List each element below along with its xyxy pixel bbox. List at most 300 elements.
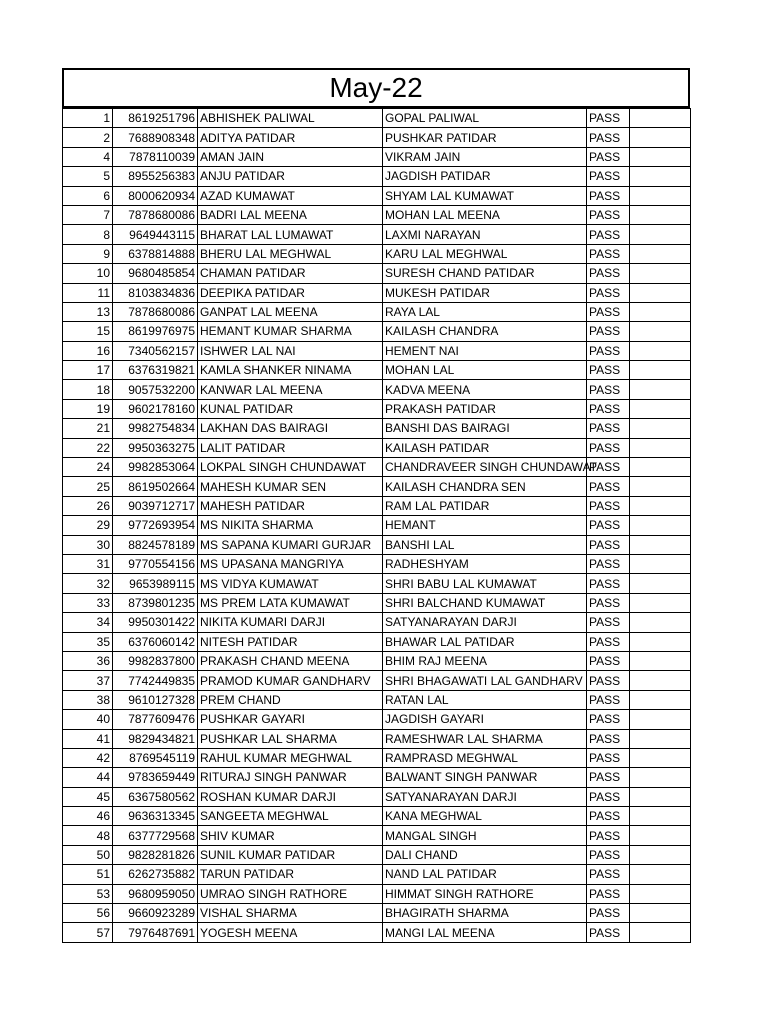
student-name-cell[interactable]: KANWAR LAL MEENA [198,380,383,399]
student-name-cell[interactable]: AZAD KUMAWAT [198,186,383,205]
serial-number-cell[interactable]: 45 [63,787,113,806]
result-cell[interactable]: PASS [587,690,630,709]
father-name-cell[interactable]: MOHAN LAL [383,361,587,380]
student-name-cell[interactable]: BHERU LAL MEGHWAL [198,244,383,263]
phone-cell[interactable]: 9680485854 [113,264,198,283]
result-cell[interactable]: PASS [587,651,630,670]
serial-number-cell[interactable]: 57 [63,923,113,942]
student-name-cell[interactable]: ROSHAN KUMAR DARJI [198,787,383,806]
father-name-cell[interactable]: SHRI BALCHAND KUMAWAT [383,593,587,612]
serial-number-cell[interactable]: 7 [63,205,113,224]
serial-number-cell[interactable]: 2 [63,128,113,147]
serial-number-cell[interactable]: 11 [63,283,113,302]
father-name-cell[interactable]: PRAKASH PATIDAR [383,399,587,418]
serial-number-cell[interactable]: 41 [63,729,113,748]
student-name-cell[interactable]: GANPAT LAL MEENA [198,302,383,321]
father-name-cell[interactable]: VIKRAM JAIN [383,147,587,166]
table-row [63,826,691,845]
empty-cell[interactable] [630,632,691,651]
empty-cell[interactable] [630,167,691,186]
result-cell[interactable]: PASS [587,322,630,341]
result-cell[interactable]: PASS [587,574,630,593]
phone-cell[interactable]: 7340562157 [113,341,198,360]
empty-cell[interactable] [630,574,691,593]
phone-cell[interactable]: 9982754834 [113,419,198,438]
empty-cell[interactable] [630,128,691,147]
empty-cell[interactable] [630,593,691,612]
father-name-cell[interactable]: SHRI BHAGAWATI LAL GANDHARV [383,671,587,690]
empty-cell[interactable] [630,845,691,864]
serial-number-cell[interactable]: 31 [63,554,113,573]
phone-cell[interactable]: 7976487691 [113,923,198,942]
father-name-cell[interactable]: HIMMAT SINGH RATHORE [383,884,587,903]
phone-cell[interactable]: 7742449835 [113,671,198,690]
father-name-cell[interactable]: GOPAL PALIWAL [383,109,587,128]
serial-number-cell[interactable]: 15 [63,322,113,341]
serial-number-cell[interactable]: 36 [63,651,113,670]
empty-cell[interactable] [630,205,691,224]
empty-cell[interactable] [630,244,691,263]
serial-number-cell[interactable]: 17 [63,361,113,380]
empty-cell[interactable] [630,419,691,438]
student-name-cell[interactable]: MS VIDYA KUMAWAT [198,574,383,593]
result-cell[interactable]: PASS [587,244,630,263]
phone-cell[interactable]: 9982837800 [113,651,198,670]
table-row [63,283,691,302]
serial-number-cell[interactable]: 6 [63,186,113,205]
table-row [63,729,691,748]
result-cell[interactable]: PASS [587,671,630,690]
student-name-cell[interactable]: ABHISHEK PALIWAL [198,109,383,128]
empty-cell[interactable] [630,748,691,767]
results-table [62,108,691,943]
table-row [63,244,691,263]
serial-number-cell[interactable]: 26 [63,496,113,515]
result-cell[interactable]: PASS [587,496,630,515]
empty-cell[interactable] [630,807,691,826]
student-name-cell[interactable]: BHARAT LAL LUMAWAT [198,225,383,244]
phone-cell[interactable]: 9636313345 [113,807,198,826]
student-name-cell[interactable]: KAMLA SHANKER NINAMA [198,361,383,380]
table-row [63,361,691,380]
empty-cell[interactable] [630,341,691,360]
father-name-cell[interactable]: CHANDRAVEER SINGH CHUNDAWAT [383,458,587,477]
result-cell[interactable]: PASS [587,554,630,573]
result-cell[interactable]: PASS [587,380,630,399]
father-name-cell[interactable]: JAGDISH PATIDAR [383,167,587,186]
empty-cell[interactable] [630,884,691,903]
empty-cell[interactable] [630,109,691,128]
phone-cell[interactable]: 8000620934 [113,186,198,205]
table-row [63,671,691,690]
serial-number-cell[interactable]: 48 [63,826,113,845]
empty-cell[interactable] [630,477,691,496]
phone-cell[interactable]: 9772693954 [113,516,198,535]
father-name-cell[interactable]: BHAGIRATH SHARMA [383,904,587,923]
table-row [63,845,691,864]
result-cell[interactable]: PASS [587,613,630,632]
father-name-cell[interactable]: JAGDISH GAYARI [383,710,587,729]
table-row [63,458,691,477]
empty-cell[interactable] [630,438,691,457]
serial-number-cell[interactable]: 9 [63,244,113,263]
phone-cell[interactable]: 6367580562 [113,787,198,806]
phone-cell[interactable]: 9950363275 [113,438,198,457]
result-cell[interactable]: PASS [587,225,630,244]
father-name-cell[interactable]: RAM LAL PATIDAR [383,496,587,515]
result-cell[interactable]: PASS [587,865,630,884]
table-row [63,516,691,535]
serial-number-cell[interactable]: 40 [63,710,113,729]
result-cell[interactable]: PASS [587,748,630,767]
result-cell[interactable]: PASS [587,729,630,748]
empty-cell[interactable] [630,283,691,302]
student-name-cell[interactable]: PRAKASH CHAND MEENA [198,651,383,670]
table-row [63,477,691,496]
student-name-cell[interactable]: SHIV KUMAR [198,826,383,845]
phone-cell[interactable]: 7878680086 [113,302,198,321]
phone-cell[interactable]: 6262735882 [113,865,198,884]
phone-cell[interactable]: 7688908348 [113,128,198,147]
result-cell[interactable]: PASS [587,458,630,477]
empty-cell[interactable] [630,651,691,670]
table-row [63,419,691,438]
father-name-cell[interactable]: BHIM RAJ MEENA [383,651,587,670]
result-cell[interactable]: PASS [587,109,630,128]
serial-number-cell[interactable]: 32 [63,574,113,593]
table-row [63,109,691,128]
phone-cell[interactable]: 8619976975 [113,322,198,341]
table-row [63,787,691,806]
student-name-cell[interactable]: SANGEETA MEGHWAL [198,807,383,826]
serial-number-cell[interactable]: 44 [63,768,113,787]
table-row [63,186,691,205]
empty-cell[interactable] [630,729,691,748]
serial-number-cell[interactable]: 25 [63,477,113,496]
phone-cell[interactable]: 9057532200 [113,380,198,399]
phone-cell[interactable]: 8103834836 [113,283,198,302]
phone-cell[interactable]: 8824578189 [113,535,198,554]
table-row [63,884,691,903]
father-name-cell[interactable]: SHYAM LAL KUMAWAT [383,186,587,205]
phone-cell[interactable]: 7877609476 [113,710,198,729]
table-row [63,748,691,767]
father-name-cell[interactable]: RATAN LAL [383,690,587,709]
father-name-cell[interactable]: PUSHKAR PATIDAR [383,128,587,147]
serial-number-cell[interactable]: 21 [63,419,113,438]
student-name-cell[interactable]: TARUN PATIDAR [198,865,383,884]
father-name-cell[interactable]: BALWANT SINGH PANWAR [383,768,587,787]
father-name-cell[interactable]: SHRI BABU LAL KUMAWAT [383,574,587,593]
empty-cell[interactable] [630,535,691,554]
empty-cell[interactable] [630,361,691,380]
student-name-cell[interactable]: AMAN JAIN [198,147,383,166]
student-name-cell[interactable]: MS PREM LATA KUMAWAT [198,593,383,612]
phone-cell[interactable]: 9982853064 [113,458,198,477]
table-row [63,264,691,283]
serial-number-cell[interactable]: 53 [63,884,113,903]
father-name-cell[interactable]: KAILASH PATIDAR [383,438,587,457]
student-name-cell[interactable]: HEMANT KUMAR SHARMA [198,322,383,341]
student-name-cell[interactable]: PREM CHAND [198,690,383,709]
result-cell[interactable]: PASS [587,361,630,380]
serial-number-cell[interactable]: 38 [63,690,113,709]
student-name-cell[interactable]: ADITYA PATIDAR [198,128,383,147]
phone-cell[interactable]: 9602178160 [113,399,198,418]
result-cell[interactable]: PASS [587,283,630,302]
result-cell[interactable]: PASS [587,904,630,923]
empty-cell[interactable] [630,826,691,845]
result-cell[interactable]: PASS [587,923,630,942]
student-name-cell[interactable]: NIKITA KUMARI DARJI [198,613,383,632]
result-cell[interactable]: PASS [587,399,630,418]
table-row [63,147,691,166]
student-name-cell[interactable]: MAHESH KUMAR SEN [198,477,383,496]
phone-cell[interactable]: 9649443115 [113,225,198,244]
serial-number-cell[interactable]: 1 [63,109,113,128]
empty-cell[interactable] [630,380,691,399]
father-name-cell[interactable]: MANGAL SINGH [383,826,587,845]
student-name-cell[interactable]: CHAMAN PATIDAR [198,264,383,283]
table-row [63,613,691,632]
result-cell[interactable]: PASS [587,593,630,612]
father-name-cell[interactable]: RAYA LAL [383,302,587,321]
father-name-cell[interactable]: NAND LAL PATIDAR [383,865,587,884]
empty-cell[interactable] [630,768,691,787]
serial-number-cell[interactable]: 5 [63,167,113,186]
phone-cell[interactable]: 8769545119 [113,748,198,767]
phone-cell[interactable]: 6376319821 [113,361,198,380]
empty-cell[interactable] [630,322,691,341]
result-cell[interactable]: PASS [587,535,630,554]
phone-cell[interactable]: 9653989115 [113,574,198,593]
empty-cell[interactable] [630,399,691,418]
table-row [63,438,691,457]
phone-cell[interactable]: 7878680086 [113,205,198,224]
table-row [63,380,691,399]
result-cell[interactable]: PASS [587,302,630,321]
father-name-cell[interactable]: BANSHI LAL [383,535,587,554]
student-name-cell[interactable]: KUNAL PATIDAR [198,399,383,418]
serial-number-cell[interactable]: 4 [63,147,113,166]
student-name-cell[interactable]: MS UPASANA MANGRIYA [198,554,383,573]
father-name-cell[interactable]: KADVA MEENA [383,380,587,399]
result-cell[interactable]: PASS [587,477,630,496]
student-name-cell[interactable]: LOKPAL SINGH CHUNDAWAT [198,458,383,477]
table-row [63,341,691,360]
student-name-cell[interactable]: YOGESH MEENA [198,923,383,942]
phone-cell[interactable]: 8955256383 [113,167,198,186]
empty-cell[interactable] [630,516,691,535]
result-cell[interactable]: PASS [587,205,630,224]
empty-cell[interactable] [630,865,691,884]
result-cell[interactable]: PASS [587,438,630,457]
phone-cell[interactable]: 9680959050 [113,884,198,903]
father-name-cell[interactable]: LAXMI NARAYAN [383,225,587,244]
serial-number-cell[interactable]: 29 [63,516,113,535]
spreadsheet [62,68,690,943]
student-name-cell[interactable]: RITURAJ SINGH PANWAR [198,768,383,787]
result-cell[interactable]: PASS [587,632,630,651]
empty-cell[interactable] [630,225,691,244]
empty-cell[interactable] [630,710,691,729]
phone-cell[interactable]: 9828281826 [113,845,198,864]
result-cell[interactable]: PASS [587,826,630,845]
empty-cell[interactable] [630,923,691,942]
serial-number-cell[interactable]: 35 [63,632,113,651]
serial-number-cell[interactable]: 56 [63,904,113,923]
serial-number-cell[interactable]: 13 [63,302,113,321]
father-name-cell[interactable]: KAILASH CHANDRA SEN [383,477,587,496]
serial-number-cell[interactable]: 30 [63,535,113,554]
father-name-cell[interactable]: RAMPRASD MEGHWAL [383,748,587,767]
result-cell[interactable]: PASS [587,128,630,147]
student-name-cell[interactable]: BADRI LAL MEENA [198,205,383,224]
father-name-cell[interactable]: BANSHI DAS BAIRAGI [383,419,587,438]
father-name-cell[interactable]: RADHESHYAM [383,554,587,573]
table-row [63,167,691,186]
student-name-cell[interactable]: MAHESH PATIDAR [198,496,383,515]
student-name-cell[interactable]: PUSHKAR LAL SHARMA [198,729,383,748]
student-name-cell[interactable]: NITESH PATIDAR [198,632,383,651]
phone-cell[interactable]: 9829434821 [113,729,198,748]
father-name-cell[interactable]: KARU LAL MEGHWAL [383,244,587,263]
result-cell[interactable]: PASS [587,768,630,787]
results-table-body [63,109,691,943]
phone-cell[interactable]: 6377729568 [113,826,198,845]
father-name-cell[interactable]: SURESH CHAND PATIDAR [383,264,587,283]
student-name-cell[interactable]: PUSHKAR GAYARI [198,710,383,729]
table-row [63,322,691,341]
table-row [63,535,691,554]
serial-number-cell[interactable]: 37 [63,671,113,690]
student-name-cell[interactable]: PRAMOD KUMAR GANDHARV [198,671,383,690]
serial-number-cell[interactable]: 33 [63,593,113,612]
serial-number-cell[interactable]: 46 [63,807,113,826]
phone-cell[interactable]: 8619251796 [113,109,198,128]
table-row [63,865,691,884]
father-name-cell[interactable]: RAMESHWAR LAL SHARMA [383,729,587,748]
table-row [63,496,691,515]
result-cell[interactable]: PASS [587,186,630,205]
student-name-cell[interactable]: UMRAO SINGH RATHORE [198,884,383,903]
result-cell[interactable]: PASS [587,264,630,283]
empty-cell[interactable] [630,671,691,690]
student-name-cell[interactable]: VISHAL SHARMA [198,904,383,923]
empty-cell[interactable] [630,302,691,321]
phone-cell[interactable]: 6378814888 [113,244,198,263]
father-name-cell[interactable]: KAILASH CHANDRA [383,322,587,341]
table-row [63,768,691,787]
student-name-cell[interactable]: MS SAPANA KUMARI GURJAR [198,535,383,554]
result-cell[interactable]: PASS [587,419,630,438]
table-row [63,225,691,244]
empty-cell[interactable] [630,496,691,515]
student-name-cell[interactable]: RAHUL KUMAR MEGHWAL [198,748,383,767]
empty-cell[interactable] [630,264,691,283]
phone-cell[interactable]: 6376060142 [113,632,198,651]
father-name-cell[interactable]: HEMANT [383,516,587,535]
phone-cell[interactable]: 9950301422 [113,613,198,632]
empty-cell[interactable] [630,787,691,806]
empty-cell[interactable] [630,186,691,205]
phone-cell[interactable]: 9783659449 [113,768,198,787]
table-row [63,807,691,826]
empty-cell[interactable] [630,904,691,923]
sheet-title: May-22 [329,72,423,103]
father-name-cell[interactable]: MOHAN LAL MEENA [383,205,587,224]
empty-cell[interactable] [630,613,691,632]
phone-cell[interactable]: 9660923289 [113,904,198,923]
student-name-cell[interactable]: LAKHAN DAS BAIRAGI [198,419,383,438]
serial-number-cell[interactable]: 50 [63,845,113,864]
father-name-cell[interactable]: KANA MEGHWAL [383,807,587,826]
result-cell[interactable]: PASS [587,884,630,903]
serial-number-cell[interactable]: 24 [63,458,113,477]
phone-cell[interactable]: 9610127328 [113,690,198,709]
father-name-cell[interactable]: SATYANARAYAN DARJI [383,787,587,806]
serial-number-cell[interactable]: 34 [63,613,113,632]
phone-cell[interactable]: 8619502664 [113,477,198,496]
sheet-title-cell[interactable] [62,68,690,108]
phone-cell[interactable]: 9039712717 [113,496,198,515]
result-cell[interactable]: PASS [587,341,630,360]
serial-number-cell[interactable]: 19 [63,399,113,418]
serial-number-cell[interactable]: 10 [63,264,113,283]
serial-number-cell[interactable]: 51 [63,865,113,884]
father-name-cell[interactable]: MANGI LAL MEENA [383,923,587,942]
result-cell[interactable]: PASS [587,787,630,806]
table-row [63,710,691,729]
father-name-cell[interactable]: MUKESH PATIDAR [383,283,587,302]
table-row [63,632,691,651]
result-cell[interactable]: PASS [587,147,630,166]
empty-cell[interactable] [630,554,691,573]
father-name-cell[interactable]: SATYANARAYAN DARJI [383,613,587,632]
serial-number-cell[interactable]: 8 [63,225,113,244]
result-cell[interactable]: PASS [587,807,630,826]
empty-cell[interactable] [630,458,691,477]
father-name-cell[interactable]: BHAWAR LAL PATIDAR [383,632,587,651]
student-name-cell[interactable]: ANJU PATIDAR [198,167,383,186]
phone-cell[interactable]: 7878110039 [113,147,198,166]
serial-number-cell[interactable]: 18 [63,380,113,399]
result-cell[interactable]: PASS [587,845,630,864]
table-row [63,593,691,612]
table-row [63,302,691,321]
serial-number-cell[interactable]: 42 [63,748,113,767]
table-row [63,205,691,224]
student-name-cell[interactable]: LALIT PATIDAR [198,438,383,457]
serial-number-cell[interactable]: 16 [63,341,113,360]
father-name-cell[interactable]: HEMENT NAI [383,341,587,360]
student-name-cell[interactable]: ISHWER LAL NAI [198,341,383,360]
father-name-cell[interactable]: DALI CHAND [383,845,587,864]
phone-cell[interactable]: 9770554156 [113,554,198,573]
student-name-cell[interactable]: DEEPIKA PATIDAR [198,283,383,302]
result-cell[interactable]: PASS [587,516,630,535]
table-row [63,554,691,573]
table-row [63,904,691,923]
student-name-cell[interactable]: SUNIL KUMAR PATIDAR [198,845,383,864]
empty-cell[interactable] [630,147,691,166]
serial-number-cell[interactable]: 22 [63,438,113,457]
result-cell[interactable]: PASS [587,710,630,729]
phone-cell[interactable]: 8739801235 [113,593,198,612]
empty-cell[interactable] [630,690,691,709]
result-cell[interactable]: PASS [587,167,630,186]
student-name-cell[interactable]: MS NIKITA SHARMA [198,516,383,535]
